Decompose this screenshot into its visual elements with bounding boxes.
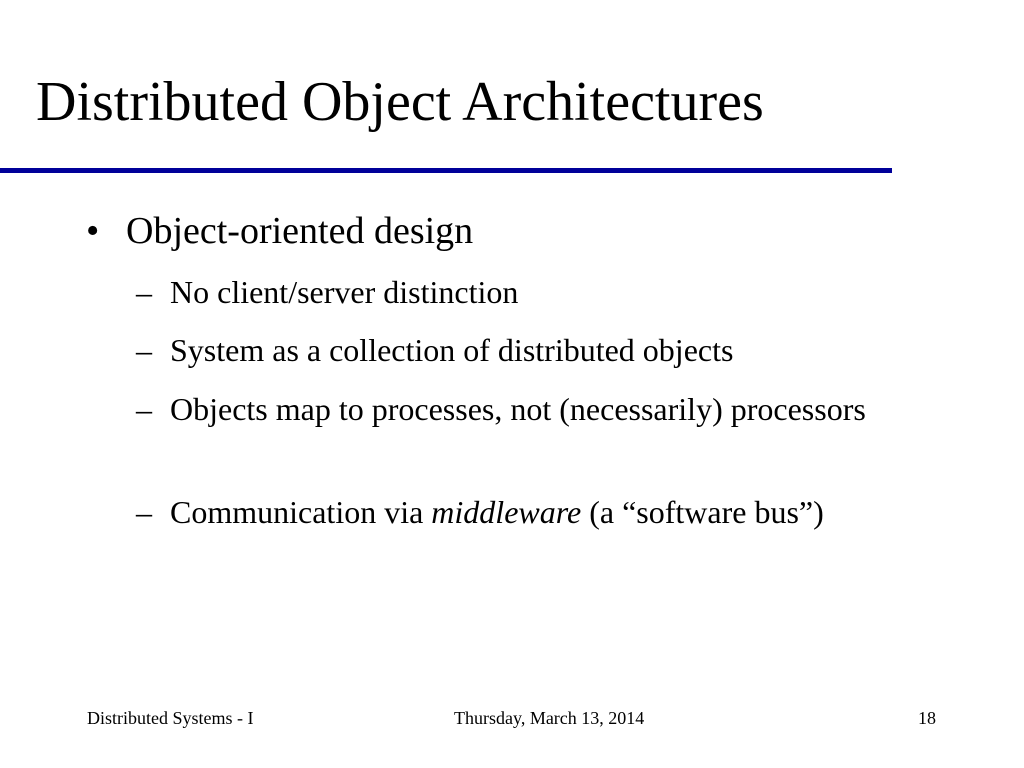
footer-course-title: Distributed Systems - I	[87, 708, 254, 728]
sub-bullet-dash: –	[136, 332, 152, 368]
footer-date: Thursday, March 13, 2014	[454, 708, 645, 728]
sub-bullet-text: No client/server distinction	[170, 274, 519, 310]
slide-title: Distributed Object Architectures	[36, 71, 764, 133]
bullet-text: Object-oriented design	[126, 210, 474, 252]
sub-bullet-dash: –	[136, 391, 152, 427]
sub-bullet-no-client-server	[136, 270, 916, 314]
sub-bullet-text: System as a collection of distributed objects	[170, 332, 734, 368]
footer-slide-number: 18	[918, 708, 936, 728]
sub-bullet-text-after: (a “software bus”)	[581, 494, 824, 530]
bullet-marker: •	[86, 210, 100, 252]
sub-bullet-text-before: Communication via	[170, 494, 432, 530]
sub-bullet-dash: –	[136, 494, 152, 530]
sub-bullet-text	[170, 490, 916, 534]
sub-bullet-text: Objects map to processes, not (necessarily) processors	[170, 391, 866, 427]
sub-bullet-objects-map	[136, 387, 916, 431]
sub-bullet-dash: –	[136, 274, 152, 310]
bullet-object-oriented-design	[86, 207, 473, 255]
middleware-emphasis: middleware	[431, 494, 582, 530]
sub-bullet-system-collection	[136, 328, 916, 372]
sub-bullet-communication-middleware	[136, 490, 916, 534]
